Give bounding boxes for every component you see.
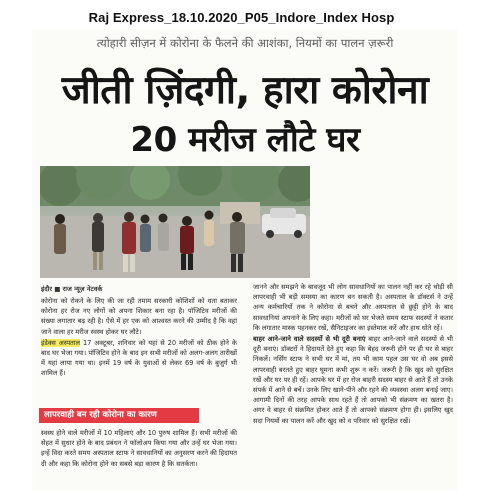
newspaper-clipping — [33, 30, 457, 490]
article-paragraph-text: 17 अक्टूबर, शनिवार को यहां से 20 मरीजों को ठीक होने के बाद घर भेजा गया। पॉजिटिव होने के बाद इन सभी मरीजों को अलग-अलग तारीखों में यहां लाया गया था। इनमें 19 वर्ष के युवाओं से लेकर 69 वर्ष के बुजुर्ग भी शामिल हैं। — [41, 338, 237, 378]
article-paragraph — [41, 338, 237, 379]
article-column-right — [253, 282, 453, 504]
article-paragraph — [253, 334, 453, 426]
article-paragraph: कोरोना को रोकने के लिए की जा रही तमाम सरकारी कोशिशों को धता बताकर कोरोना हर रोज नए लोगों को अपना शिकार बना रहा है। पॉजिटिव मरीजों की संख्या लगातार बढ़ रही है। ऐसे में हर एक को आश्वस्त करने की उम्मीद है कि वहां जाने वाला हर मरीज स्वस्थ होकर घर लौटे। — [41, 297, 237, 336]
article-column-left-lower — [41, 428, 237, 504]
article-column-left — [41, 296, 237, 404]
article-paragraph-text: बाहर आने-जाने वाले सदस्यों से भी दूरी बनाएं। डॉक्टरों ने हिदायतें देते हुए कहा कि बेहद जरूरी होने पर ही घर से बाहर निकलें। नर्सिंग स्टाफ ने सभी घर में मां, तय भी काम पहल उस घर वो अब इससे लापरवाही बरतते हुए बाहर घूमना कभी शुरू न करें। जरूरी है कि खुद को सुरक्षित रखें और घर पर ही रहें। आपके घर में हर रोज बाहरी सदस्य बाहर से आते हैं तो उनके संपर्क में आने से बचें। उनके लिए खाने-पीने और रहने की व्यवस्था अलग बनाई जाए। आगामी दिनों की तरह आपके साथ रहते हैं तो आपको भी संक्रमण का खतरा है। अगर वे बाहर से संक्रमित होकर आते हैं तो आपको संक्रमण होगा ही। इसलिए खुद सदा नियमों का पालन करें और खुद को व परिवार को सुरक्षित रखें। — [253, 335, 453, 425]
highlighted-hospital-name: इंडेक्स अस्पताल — [41, 338, 80, 347]
article-paragraph: स्वस्थ होने वाले मरीजों में 10 महिलाएं और 10 पुरुष शामिल हैं। सभी मरीजों की सेहत में सुधार होने के बाद प्रबंधन ने फॉलोअप किया गया और उन्हें घर भेजा गया। इन्हें विदा करते समय अस्पताल स्टाफ ने सावधानियों का अनुसरण करने की हिदायत दी और कहा कि कोरोना होने का सबसे बड़ा कारण है कि सतर्कता। — [41, 429, 237, 468]
headline-line-1: जीती ज़िंदगी, हारा कोरोना — [61, 68, 429, 113]
article-paragraph: जानने और समझने के बावजूद भी लोग सावधानियों का पालन नहीं कर रहे थोड़ी सी लापरवाही भी बड़ी समस्या का कारण बन सकती है। अस्पताल के डॉक्टर्स ने उन्हें अन्य कर्मचारियों तक ने कोरोना से बचने और अस्पताल से छुट्टी होने के बाद सावधानियां अपनाने के लिए कहा। मरीजों को घर भेजते समय स्टाफ सदस्यों ने कतार कि लगातार मास्क पहनकर रखें, सैनिटाइजर का इस्तेमाल करें और हाथ धोते रहें। — [253, 283, 453, 332]
section-subhead: लापरवाही बन रही कोरोना का कारण — [39, 408, 199, 423]
news-photo — [40, 166, 310, 278]
clipping-caption: Raj Express_18.10.2020_P05_Indore_Index Hosp — [88, 10, 395, 25]
bold-lead-phrase: बाहर आने-जाने वाले सदस्यों से भी दूरी बनाएं — [253, 335, 366, 344]
dateline-credit: इंदौर ■ राज न्यूज़ नेटवर्क — [41, 285, 103, 293]
article-kicker: त्योहारी सीज़न में कोरोना के फैलने की आशंका, नियमों का पालन ज़रूरी — [96, 36, 394, 50]
news-photo-illustration — [40, 166, 310, 278]
headline-line-2: 20 मरीज लौटे घर — [130, 120, 360, 160]
